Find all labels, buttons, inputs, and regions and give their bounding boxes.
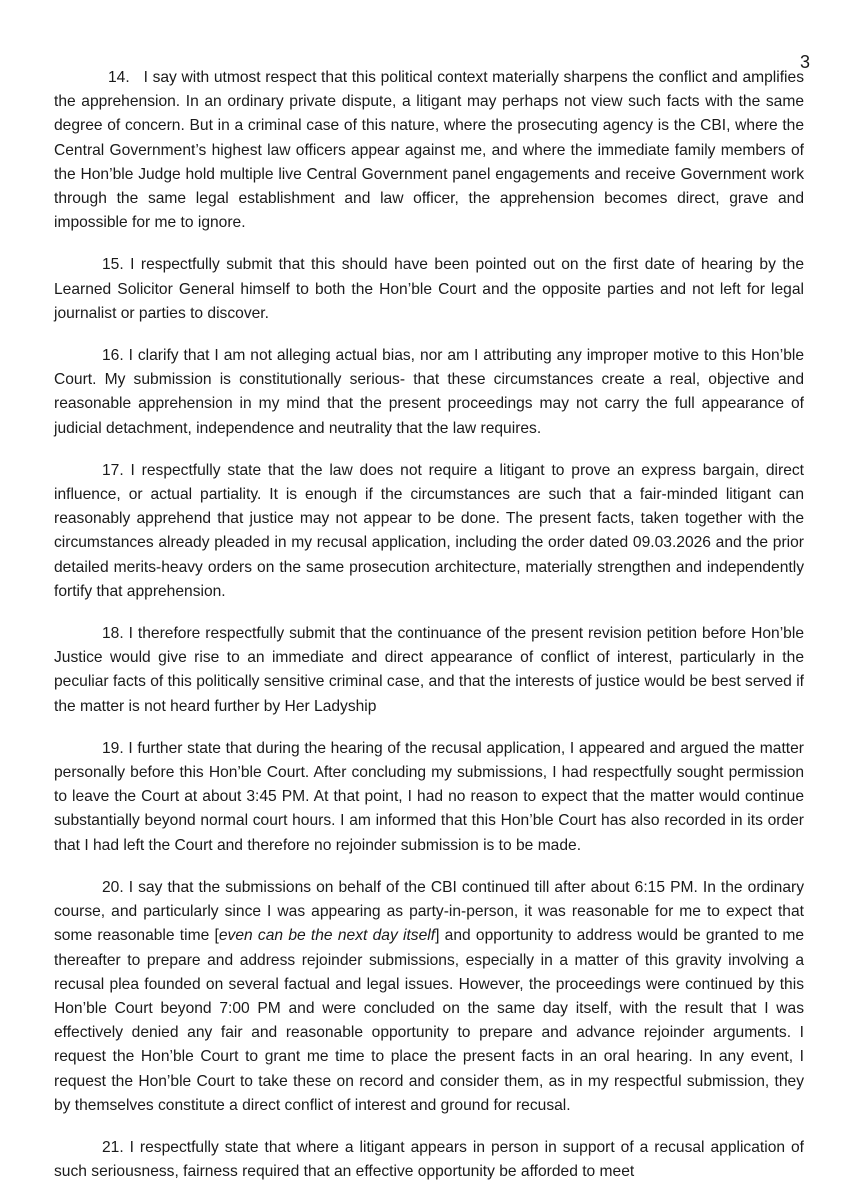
paragraph-number: 21. bbox=[102, 1138, 124, 1156]
paragraph-text: I respectfully state that the law does not require a litigant to prove an express bargain, direct influence, or actual partiality. It is enough if the circumstances are such that a fair-minded litigant can reasonably apprehend that justice may not appear to be done. The present facts, taken together with the circumstances already pleaded in my recusal application, including the order dated 09.03.2026 and the prior detailed merits-heavy orders on the same prosecution architecture, materially strengthen and independently fortify that apprehension. bbox=[54, 461, 804, 600]
paragraph-16 bbox=[54, 344, 804, 441]
paragraph-15 bbox=[54, 253, 804, 326]
paragraph-17 bbox=[54, 459, 804, 604]
paragraph-21 bbox=[54, 1136, 804, 1184]
paragraph-number: 16. bbox=[102, 347, 124, 365]
paragraph-number: 20. bbox=[102, 878, 124, 896]
paragraph-14 bbox=[54, 66, 809, 235]
paragraph-text: I further state that during the hearing of the recusal application, I appeared and argued the matter personally before this Hon’ble Court. After concluding my submissions, I had respectfully sought permission to leave the Court at about 3:45 PM. At that point, I had no reason to expect that the matter would continue substantially beyond normal court hours. I am informed that this Hon’ble Court has also recorded in its order that I had left the Court and therefore no rejoinder submission is to be made. bbox=[54, 739, 804, 854]
paragraph-text: I respectfully state that where a litigant appears in person in support of a recusal application of such seriousness, fairness required that an effective opportunity be afforded to meet bbox=[54, 1138, 804, 1181]
paragraph-text: I respectfully submit that this should have been pointed out on the first date of hearing by the Learned Solicitor General himself to both the Hon’ble Court and the opposite parties and not left for legal journalist or parties to discover. bbox=[54, 256, 804, 322]
paragraph-text: I clarify that I am not alleging actual bias, nor am I attributing any improper motive to this Hon’ble Court. My submission is constitutionally serious- that these circumstances create a real, objective and reasonable apprehension in my mind that the present proceedings may not carry the full appearance of judicial detachment, independence and neutrality that the law requires. bbox=[54, 347, 804, 437]
paragraph-number: 15. bbox=[102, 256, 124, 274]
paragraph-number: 14. bbox=[108, 69, 130, 86]
page-number: 3 bbox=[799, 52, 810, 72]
paragraph-text-continued: ] and opportunity to address would be granted to me thereafter to prepare and address rejoinder submissions, especially in a matter of this gravity involving a recusal plea founded on several factual and legal issues. However, the proceedings were continued by this Hon’ble Court beyond 7:00 PM and were concluded on the same day itself, with the result that I was effectively denied any fair and reasonable opportunity to prepare and advance rejoinder arguments. I request the Hon’ble Court to grant me time to place the present facts in an oral hearing. In any event, I request the Hon’ble Court to take these on record and consider them, as in my respectful submission, they by themselves constitute a direct conflict of interest and ground for recusal. bbox=[54, 927, 804, 1114]
paragraph-18 bbox=[54, 622, 804, 719]
paragraph-number: 18. bbox=[102, 625, 124, 643]
paragraph-20 bbox=[54, 876, 804, 1118]
paragraph-number: 19. bbox=[102, 739, 124, 757]
paragraph-number: 17. bbox=[102, 461, 124, 479]
paragraph-text: I say that the submissions on behalf of the CBI continued till after about 6:15 PM. In the ordinary course, and particularly since I was appearing as party-in-person, it was reasonable for me to expect that some reasonable time [ bbox=[54, 878, 804, 945]
paragraph-italic-text: even can be the next day itself bbox=[218, 927, 436, 945]
paragraph-19 bbox=[54, 737, 804, 858]
paragraph-text: I say with utmost respect that this political context materially sharpens the conflict and amplifies the apprehension. In an ordinary private dispute, a litigant may perhaps not view such facts with the same degree of concern. But in a criminal case of this nature, where the prosecuting agency is the CBI, where the Central Government’s highest law officers appear against me, and where the immediate family members of the Hon’ble Judge hold multiple live Central Government panel engagements and receive Government work through the same legal establishment and law officer, the apprehension becomes direct, grave and impossible for me to ignore. bbox=[54, 69, 809, 232]
paragraph-text: I therefore respectfully submit that the continuance of the present revision petition before Hon’ble Justice would give rise to an immediate and direct appearance of conflict of interest, particularly in the peculiar facts of this politically sensitive criminal case, and that the interests of justice would be best served if the matter is not heard further by Her Ladyship bbox=[54, 625, 804, 715]
